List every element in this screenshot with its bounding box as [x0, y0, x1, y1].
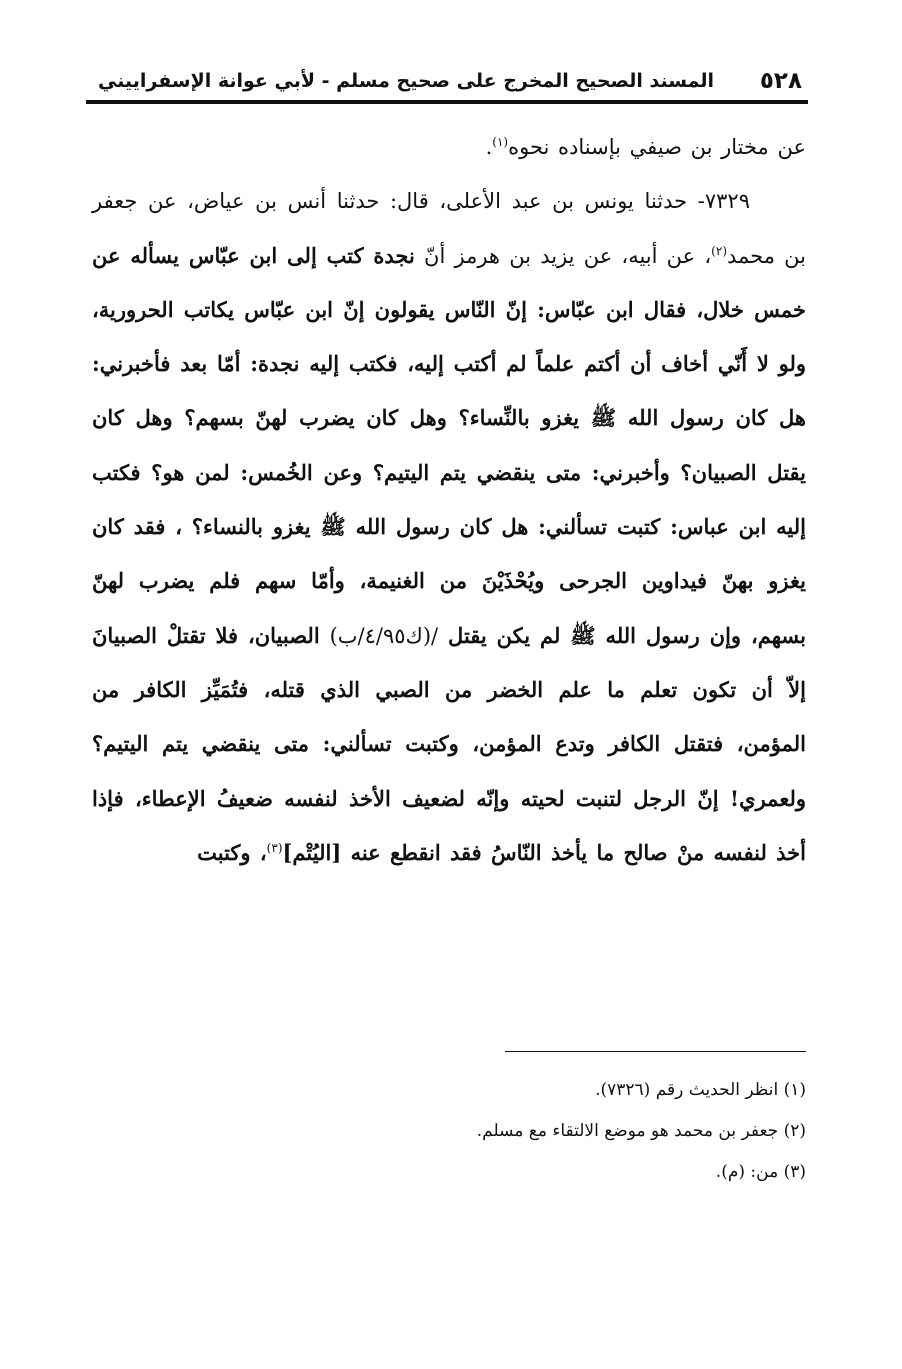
footnote-text: انظر الحديث رقم (٧٣٢٦).	[595, 1080, 779, 1100]
hadith-paragraph	[92, 174, 806, 880]
manuscript-folio-reference: /(ك٤/٩٥/ب)	[329, 623, 439, 648]
page-number: ٥٢٨	[759, 68, 802, 94]
footnote-number: (١)	[783, 1080, 806, 1100]
footnote-number: (٢)	[783, 1121, 806, 1141]
footnote-3	[106, 1152, 806, 1193]
footnote-text: جعفر بن محمد هو موضع الالتقاء مع مسلم.	[476, 1121, 779, 1141]
footnote-text: من: (م).	[715, 1162, 779, 1182]
main-text	[92, 120, 806, 880]
footnote-ref-2: (٢)	[711, 243, 727, 258]
hadith-isnad-part-2: ، عن أبيه، عن يزيد بن هرمز أنّ	[414, 243, 712, 268]
footnote-1	[106, 1070, 806, 1111]
hadith-tail: ، وكتبت	[197, 839, 267, 865]
footnote-divider	[505, 1051, 806, 1052]
bracketed-word: [اليُتْم]	[282, 839, 342, 865]
opening-line	[92, 120, 806, 174]
footnote-number: (٣)	[783, 1162, 806, 1182]
hadith-isnad-part-1: ٧٣٢٩- حدثنا يونس بن عبد الأعلى، قال: حدثنا أنس بن عياض، عن جعفر بن محمد	[92, 189, 806, 268]
footnote-ref-1: (١)	[492, 135, 509, 149]
header-divider	[86, 100, 808, 104]
hadith-matn-part-2: الصبيان، فلا تقتلْ الصبيانَ إلاّ أن تكون تعلم ما علم الخضر من الصبي الذي قتله، فتُمَيِّز الكافر من المؤمن، فتقتل الكافر وتدع المؤمن، وكتبت تسألني: متى ينقضي يتم اليتيم؟ ولعمري! إنّ الرجل لتنبت لحيته وإنّه لضعيف الأخذ لنفسه ضعيفُ الإعطاء، فإذا أخذ لنفسه منْ صالح ما يأخذ النّاسُ فقد انقطع عنه	[92, 622, 806, 865]
footnotes	[106, 1070, 806, 1193]
hadith-matn-part-1: نجدة كتب إلى ابن عبّاس يسأله عن خمس خلال، فقال ابن عبّاس: إنّ النّاس يقولون إنّ ابن عبّاس يكاتب الحرورية، ولو لا أَنّي أخاف أن أكتم علماً لم أكتب إليه، فكتب إليه نجدة: أمّا بعد فأخبرني: هل كان رسول الله ﷺ يغزو بالنِّساء؟ وهل كان يضرب لهنّ بسهم؟ وهل كان يقتل الصبيان؟ وأخبرني: متى ينقضي يتم اليتيم؟ وعن الخُمس: لمن هو؟ فكتب إليه ابن عباس: كتبت تسألني: هل كان رسول الله ﷺ يغزو بالنساء؟ ، فقد كان يغزو بهنّ فيداوين الجرحى ويُحْذَيْنَ من الغنيمة، وأمّا سهم فلم يضرب لهنّ بسهم، وإن رسول الله ﷺ لم يكن يقتل	[92, 242, 806, 648]
footnote-ref-3: (٣)	[266, 840, 283, 855]
opening-text: عن مختار بن صيفي بإسناده نحوه	[508, 135, 806, 159]
running-title: المسند الصحيح المخرج على صحيح مسلم - لأبي عوانة الإسفراييني	[98, 70, 714, 92]
footnote-2	[106, 1111, 806, 1152]
opening-end: .	[485, 135, 493, 159]
